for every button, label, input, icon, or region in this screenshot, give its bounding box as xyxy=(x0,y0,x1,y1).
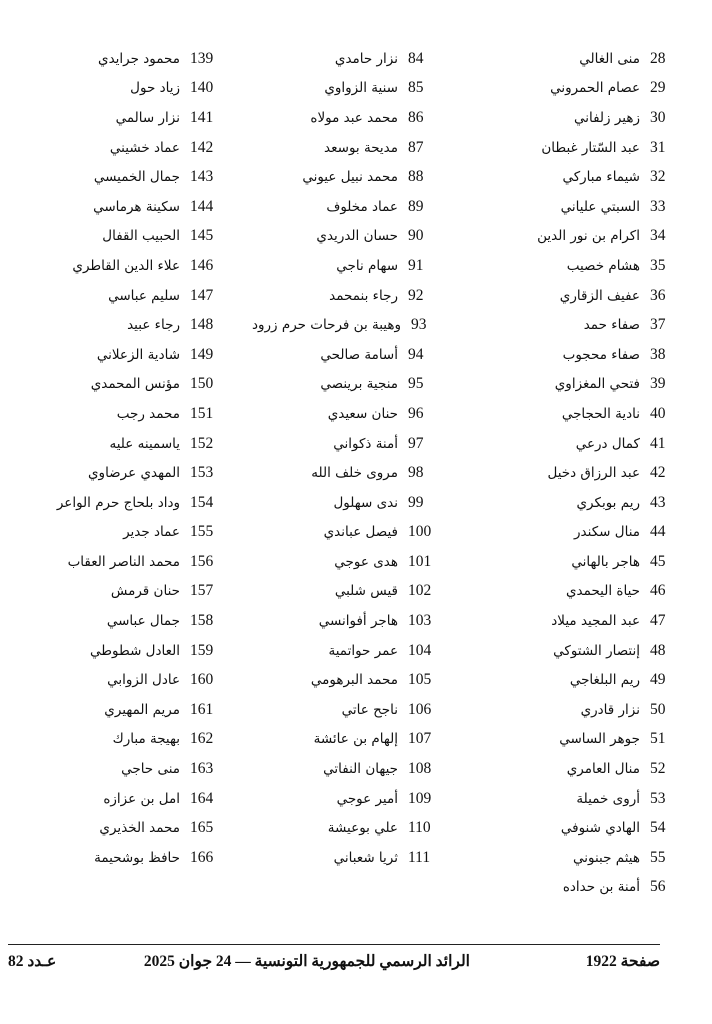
list-column-left xyxy=(24,44,224,873)
item-number: 86 xyxy=(408,108,424,126)
item-number: 44 xyxy=(650,523,666,541)
person-name: وداد بلحاج حرم الواعر xyxy=(56,494,180,511)
item-number: 52 xyxy=(650,760,666,778)
person-name: نزار سالمي xyxy=(115,109,180,126)
person-name: عصام الحمروني xyxy=(550,80,640,97)
list-item xyxy=(252,843,442,873)
list-item xyxy=(512,636,680,666)
item-number: 94 xyxy=(408,345,424,363)
person-name: حنان قرمش xyxy=(110,583,180,600)
list-item xyxy=(512,784,680,814)
person-name: عماد جدير xyxy=(123,524,180,541)
person-name: ندى سهلول xyxy=(333,494,398,511)
list-item xyxy=(24,162,224,192)
item-number: 96 xyxy=(408,404,424,422)
person-name: جيهان النفاتي xyxy=(323,761,398,778)
list-item xyxy=(512,665,680,695)
item-number: 166 xyxy=(190,848,214,866)
item-number: 32 xyxy=(650,168,666,186)
list-item xyxy=(252,577,442,607)
person-name: محمد البرهومي xyxy=(310,672,398,689)
item-number: 163 xyxy=(190,760,214,778)
list-item xyxy=(252,458,442,488)
item-number: 107 xyxy=(408,730,432,748)
item-number: 49 xyxy=(650,671,666,689)
list-item xyxy=(512,103,680,133)
person-name: ريم البلغاجي xyxy=(569,672,640,689)
list-item xyxy=(24,133,224,163)
item-number: 156 xyxy=(190,552,214,570)
person-name: مروى خلف الله xyxy=(311,465,398,482)
person-name: نادية الحجاجي xyxy=(561,405,640,422)
list-item xyxy=(24,370,224,400)
list-item xyxy=(512,370,680,400)
person-name: عبد الرزاق دخيل xyxy=(547,465,640,482)
list-item xyxy=(512,281,680,311)
list-item xyxy=(24,399,224,429)
list-item xyxy=(512,577,680,607)
item-number: 51 xyxy=(650,730,666,748)
item-number: 85 xyxy=(408,79,424,97)
list-item xyxy=(24,488,224,518)
item-number: 142 xyxy=(190,138,214,156)
item-number: 38 xyxy=(650,345,666,363)
list-item xyxy=(252,44,442,74)
list-item xyxy=(252,725,442,755)
list-item xyxy=(24,281,224,311)
person-name: محمد عبد مولاه xyxy=(310,109,398,126)
person-name: محمد الناصر العقاب xyxy=(67,553,180,570)
item-number: 157 xyxy=(190,582,214,600)
list-item xyxy=(252,518,442,548)
item-number: 54 xyxy=(650,819,666,837)
list-item xyxy=(512,813,680,843)
item-number: 106 xyxy=(408,700,432,718)
item-number: 111 xyxy=(408,848,431,866)
item-number: 158 xyxy=(190,612,214,630)
list-item xyxy=(512,606,680,636)
person-name: عماد مخلوف xyxy=(326,198,398,215)
list-item xyxy=(24,813,224,843)
list-item xyxy=(252,192,442,222)
list-item xyxy=(252,251,442,281)
person-name: علي بوعيشة xyxy=(327,820,398,837)
list-item xyxy=(512,162,680,192)
list-item xyxy=(252,370,442,400)
item-number: 162 xyxy=(190,730,214,748)
person-name: قيس شلبي xyxy=(334,583,398,600)
list-item xyxy=(512,725,680,755)
list-item xyxy=(252,813,442,843)
list-item xyxy=(24,340,224,370)
item-number: 88 xyxy=(408,168,424,186)
person-name: اكرام بن نور الدين xyxy=(537,228,640,245)
person-name: حنان سعيدي xyxy=(327,405,398,422)
person-name: نزار قادري xyxy=(580,701,640,718)
list-item xyxy=(512,192,680,222)
list-item xyxy=(512,695,680,725)
item-number: 160 xyxy=(190,671,214,689)
list-item xyxy=(24,310,224,340)
list-item xyxy=(512,488,680,518)
list-item xyxy=(24,754,224,784)
item-number: 98 xyxy=(408,464,424,482)
footer-divider xyxy=(8,944,660,945)
person-name: حسان الدريدي xyxy=(316,228,398,245)
item-number: 84 xyxy=(408,49,424,67)
person-name: زياد حول xyxy=(130,80,180,97)
person-name: ريم بوبكري xyxy=(576,494,640,511)
person-name: هشام خصيب xyxy=(566,257,640,274)
person-name: رجاء عبيد xyxy=(127,317,180,334)
item-number: 165 xyxy=(190,819,214,837)
list-item xyxy=(24,222,224,252)
item-number: 93 xyxy=(411,316,427,334)
item-number: 146 xyxy=(190,256,214,274)
person-name: جوهر الساسي xyxy=(559,731,640,748)
person-name: مديحة بوسعد xyxy=(324,139,398,156)
list-item xyxy=(24,843,224,873)
item-number: 104 xyxy=(408,641,432,659)
list-item xyxy=(252,103,442,133)
list-item xyxy=(252,547,442,577)
list-item xyxy=(512,458,680,488)
page-footer xyxy=(8,952,660,976)
item-number: 164 xyxy=(190,789,214,807)
item-number: 28 xyxy=(650,49,666,67)
item-number: 154 xyxy=(190,493,214,511)
person-name: منال سكندر xyxy=(574,524,640,541)
list-item xyxy=(24,251,224,281)
person-name: أسامة صالحي xyxy=(320,346,398,363)
list-item xyxy=(24,577,224,607)
item-number: 108 xyxy=(408,760,432,778)
item-number: 140 xyxy=(190,79,214,97)
list-item xyxy=(512,340,680,370)
person-name: هاجر بالهاني xyxy=(571,553,640,570)
list-item xyxy=(512,429,680,459)
person-name: محمود جرايدي xyxy=(98,50,180,67)
item-number: 99 xyxy=(408,493,424,511)
list-item xyxy=(512,399,680,429)
item-number: 37 xyxy=(650,316,666,334)
person-name: عادل الزوابي xyxy=(107,672,180,689)
item-number: 90 xyxy=(408,227,424,245)
person-name: وهيبة بن فرحات حرم زرود xyxy=(252,317,402,334)
list-item xyxy=(512,518,680,548)
person-name: مريم المهيري xyxy=(104,701,180,718)
item-number: 55 xyxy=(650,848,666,866)
person-name: منجية برينصي xyxy=(320,376,398,393)
person-name: عفيف الزقاري xyxy=(559,287,640,304)
person-name: شيماء مباركي xyxy=(562,169,640,186)
item-number: 50 xyxy=(650,700,666,718)
list-item xyxy=(24,44,224,74)
item-number: 143 xyxy=(190,168,214,186)
item-number: 159 xyxy=(190,641,214,659)
person-name: صفاء حمد xyxy=(583,317,640,334)
list-item xyxy=(252,636,442,666)
person-name: عبد السّتار غبطان xyxy=(541,139,640,156)
item-number: 56 xyxy=(650,878,666,896)
item-number: 39 xyxy=(650,375,666,393)
item-number: 30 xyxy=(650,108,666,126)
person-name: امل بن عزازه xyxy=(103,790,180,807)
list-item xyxy=(252,340,442,370)
person-name: إلهام بن عائشة xyxy=(313,731,398,748)
item-number: 48 xyxy=(650,641,666,659)
person-name: سنية الزواوي xyxy=(324,80,398,97)
list-column-right xyxy=(512,44,680,902)
person-name: منى حاجي xyxy=(121,761,180,778)
person-name: منال العامري xyxy=(566,761,640,778)
person-name: مؤنس المحمدي xyxy=(90,376,180,393)
list-item xyxy=(512,44,680,74)
list-item xyxy=(252,222,442,252)
list-item xyxy=(252,162,442,192)
person-name: محمد نبيل عيوني xyxy=(302,169,398,186)
list-item xyxy=(512,133,680,163)
person-name: شادية الزعلاني xyxy=(96,346,180,363)
person-name: السبتي علياني xyxy=(560,198,640,215)
list-item xyxy=(24,103,224,133)
item-number: 144 xyxy=(190,197,214,215)
person-name: ياسمينه عليه xyxy=(109,435,180,452)
list-item xyxy=(252,695,442,725)
item-number: 147 xyxy=(190,286,214,304)
person-name: الهادي شنوفي xyxy=(560,820,640,837)
person-name: هاجر أفوانسي xyxy=(318,613,398,630)
item-number: 102 xyxy=(408,582,432,600)
item-number: 35 xyxy=(650,256,666,274)
list-item xyxy=(24,695,224,725)
list-item xyxy=(512,310,680,340)
footer-journal-title: الرائد الرسمي للجمهورية التونسية — 24 جوان 2025 xyxy=(143,953,470,970)
item-number: 36 xyxy=(650,286,666,304)
item-number: 42 xyxy=(650,464,666,482)
item-number: 103 xyxy=(408,612,432,630)
list-item xyxy=(512,74,680,104)
list-item xyxy=(24,458,224,488)
item-number: 110 xyxy=(408,819,431,837)
person-name: بهيجة مبارك xyxy=(112,731,180,748)
list-item xyxy=(252,74,442,104)
list-item xyxy=(252,133,442,163)
list-item xyxy=(24,784,224,814)
person-name: محمد رجب xyxy=(116,405,180,422)
item-number: 91 xyxy=(408,256,424,274)
item-number: 101 xyxy=(408,552,432,570)
item-number: 47 xyxy=(650,612,666,630)
person-name: أمنة بن حداده xyxy=(562,879,640,896)
item-number: 46 xyxy=(650,582,666,600)
person-name: أمنة ذكواني xyxy=(333,435,398,452)
person-name: سكينة هرماسي xyxy=(93,198,180,215)
item-number: 109 xyxy=(408,789,432,807)
item-number: 151 xyxy=(190,404,214,422)
item-number: 45 xyxy=(650,552,666,570)
list-item xyxy=(512,251,680,281)
person-name: جمال الخميسي xyxy=(93,169,180,186)
person-name: أروى خميلة xyxy=(576,790,640,807)
person-name: منى الغالي xyxy=(579,50,640,67)
list-item xyxy=(24,429,224,459)
item-number: 97 xyxy=(408,434,424,452)
list-item xyxy=(252,754,442,784)
list-item xyxy=(252,429,442,459)
item-number: 89 xyxy=(408,197,424,215)
list-item xyxy=(252,606,442,636)
person-name: المهدي عرضاوي xyxy=(87,465,180,482)
list-item xyxy=(252,665,442,695)
person-name: عماد خشيني xyxy=(109,139,180,156)
item-number: 53 xyxy=(650,789,666,807)
person-name: حياة اليحمدي xyxy=(565,583,640,600)
person-name: علاء الدين القاطري xyxy=(72,257,180,274)
person-name: فتحي المغزاوي xyxy=(554,376,640,393)
person-name: عبد المجيد ميلاد xyxy=(551,613,640,630)
item-number: 105 xyxy=(408,671,432,689)
list-item xyxy=(252,281,442,311)
item-number: 100 xyxy=(408,523,432,541)
item-number: 29 xyxy=(650,79,666,97)
person-name: عمر حواتمية xyxy=(328,642,398,659)
list-item xyxy=(252,399,442,429)
item-number: 150 xyxy=(190,375,214,393)
item-number: 34 xyxy=(650,227,666,245)
list-item xyxy=(24,665,224,695)
person-name: ناجح عاتي xyxy=(341,701,398,718)
person-name: هيثم جبنوني xyxy=(572,849,640,866)
list-item xyxy=(24,725,224,755)
person-name: رجاء بنمحمد xyxy=(329,287,398,304)
item-number: 139 xyxy=(190,49,214,67)
person-name: فيصل عباندي xyxy=(323,524,398,541)
list-item xyxy=(252,310,442,340)
item-number: 145 xyxy=(190,227,214,245)
item-number: 92 xyxy=(408,286,424,304)
item-number: 155 xyxy=(190,523,214,541)
list-item xyxy=(512,754,680,784)
item-number: 148 xyxy=(190,316,214,334)
person-name: هدى عوجي xyxy=(334,553,398,570)
person-name: أمير عوجي xyxy=(336,790,398,807)
item-number: 153 xyxy=(190,464,214,482)
item-number: 40 xyxy=(650,404,666,422)
list-item xyxy=(252,488,442,518)
person-name: سليم عباسي xyxy=(108,287,180,304)
person-name: إنتصار الشتوكي xyxy=(553,642,640,659)
list-item xyxy=(24,547,224,577)
person-name: سهام ناجي xyxy=(336,257,398,274)
footer-issue-number: عـدد 82 xyxy=(8,953,57,970)
list-item xyxy=(512,222,680,252)
list-item xyxy=(252,784,442,814)
person-name: الحبيب القفال xyxy=(102,228,180,245)
person-name: كمال درعي xyxy=(575,435,640,452)
list-item xyxy=(512,873,680,903)
item-number: 43 xyxy=(650,493,666,511)
person-name: زهير زلفاني xyxy=(573,109,640,126)
list-item xyxy=(24,606,224,636)
person-name: جمال عباسي xyxy=(106,613,180,630)
list-item xyxy=(24,636,224,666)
item-number: 149 xyxy=(190,345,214,363)
item-number: 161 xyxy=(190,700,214,718)
list-item xyxy=(24,192,224,222)
list-item xyxy=(512,843,680,873)
item-number: 141 xyxy=(190,108,214,126)
list-item xyxy=(512,547,680,577)
list-item xyxy=(24,74,224,104)
person-name: نزار حامدي xyxy=(334,50,398,67)
person-name: ثريا شعباني xyxy=(333,849,398,866)
list-column-middle xyxy=(252,44,442,873)
item-number: 87 xyxy=(408,138,424,156)
person-name: صفاء محجوب xyxy=(562,346,640,363)
item-number: 152 xyxy=(190,434,214,452)
footer-page-number: صفحة 1922 xyxy=(585,953,660,970)
person-name: حافظ بوشحيمة xyxy=(94,849,180,866)
person-name: العادل شطوطي xyxy=(90,642,180,659)
item-number: 95 xyxy=(408,375,424,393)
item-number: 31 xyxy=(650,138,666,156)
list-item xyxy=(24,518,224,548)
person-name: محمد الخذيري xyxy=(99,820,180,837)
item-number: 41 xyxy=(650,434,666,452)
item-number: 33 xyxy=(650,197,666,215)
